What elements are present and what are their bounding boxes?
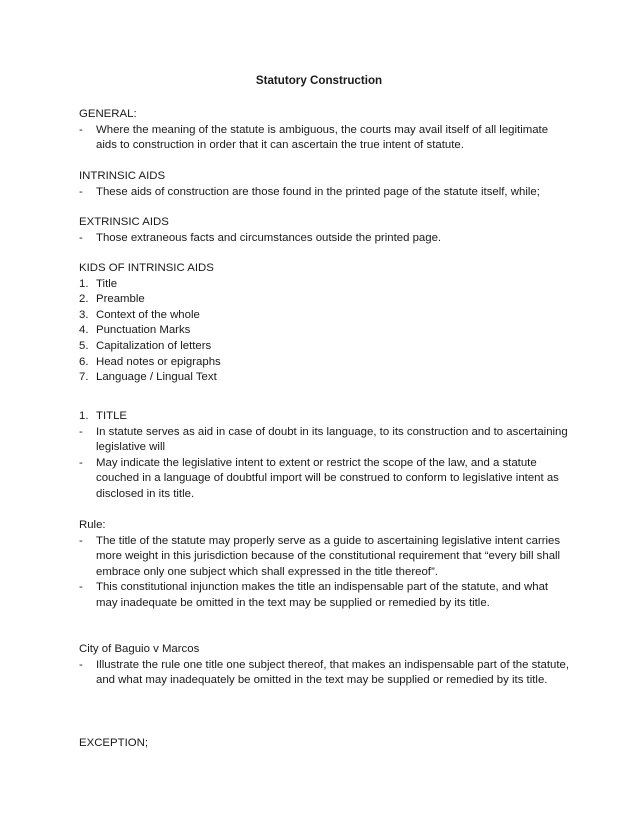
bullet-item [79,580,569,611]
list-text: Preamble [96,293,145,306]
section-general [79,107,569,154]
section-intrinsic [79,169,569,200]
section-title [79,409,569,503]
bullet-dash: - [79,581,83,594]
list-text: Head notes or epigraphs [96,355,221,368]
bullet-dash: - [79,425,83,438]
section-kinds [79,261,569,386]
bullet-dash: - [79,185,83,198]
section-case [79,642,569,689]
section-heading: INTRINSIC AIDS [79,170,166,182]
section-heading [79,409,569,425]
list-number: 3. [79,308,89,321]
list-item [79,277,569,293]
section-heading: EXCEPTION; [79,737,148,749]
list-item [79,308,569,324]
list-item [79,292,569,308]
section-heading: City of Baguio v Marcos [79,643,200,655]
bullet-text: Where the meaning of the statute is ambiguous, the courts may avail itself of all legitimate aids to construction in order that it can ascertain the true intent of statute. [96,123,549,152]
list-number: 4. [79,324,89,337]
bullet-item [79,534,569,581]
list-number: 6. [79,355,89,368]
bullet-item [79,456,569,503]
bullet-dash: - [79,658,83,671]
bullet-text: Illustrate the rule one title one subject thereof, that makes an indispensable part of the statute, and what may inadequately be omitted in the text may be supplied or remedied by its title. [96,658,570,687]
bullet-dash: - [79,123,83,136]
list-text: Language / Lingual Text [96,371,217,384]
bullet-item [79,123,569,154]
bullet-item [79,231,569,247]
section-heading: KIDS OF INTRINSIC AIDS [79,262,214,274]
list-item [79,339,569,355]
bullet-item [79,185,569,201]
bullet-dash: - [79,456,83,469]
list-number: 1. [79,277,89,290]
bullet-text: These aids of construction are those found in the printed page of the statute itself, while; [96,185,540,198]
section-heading: Rule: [79,519,106,531]
section-rule [79,518,569,612]
bullet-text: In statute serves as aid in case of doubt in its language, to its construction and to ascertaining legislative will [96,425,568,454]
bullet-text: May indicate the legislative intent to extent or restrict the scope of the law, and a statute couched in a language of doubtful import will be construed to conform to legislative intent as disclosed in its title. [96,456,559,500]
list-text: Capitalization of letters [96,339,212,352]
list-text: Context of the whole [96,308,200,321]
section-heading: EXTRINSIC AIDS [79,216,169,228]
list-number: 1. [79,410,89,422]
bullet-text: This constitutional injunction makes the title an indispensable part of the statute, and what may inadequate be omitted in the text may be supplied or remedied by its title. [96,581,549,609]
bullet-text: Those extraneous facts and circumstances outside the printed page. [96,231,442,244]
bullet-item [79,425,569,456]
section-extrinsic [79,215,569,246]
list-item [79,323,569,339]
bullet-item [79,658,569,689]
section-exception [79,736,569,752]
bullet-dash: - [79,534,83,547]
bullet-dash: - [79,231,83,244]
list-text: Title [96,277,118,290]
bullet-text: The title of the statute may properly serve as a guide to ascertaining legislative intent carries more weight in this jurisdiction because of the constitutional requirement that “every bill shall embrace only one subject which shall expressed in the title thereof”. [96,534,561,578]
list-number: 2. [79,293,89,306]
list-number: 5. [79,339,89,352]
list-text: Punctuation Marks [96,324,191,337]
heading-text: TITLE [96,410,128,422]
list-number: 7. [79,371,89,384]
document-title: Statutory Construction [255,74,383,87]
list-item [79,355,569,371]
list-item [79,370,569,386]
section-heading: GENERAL: [79,108,137,120]
